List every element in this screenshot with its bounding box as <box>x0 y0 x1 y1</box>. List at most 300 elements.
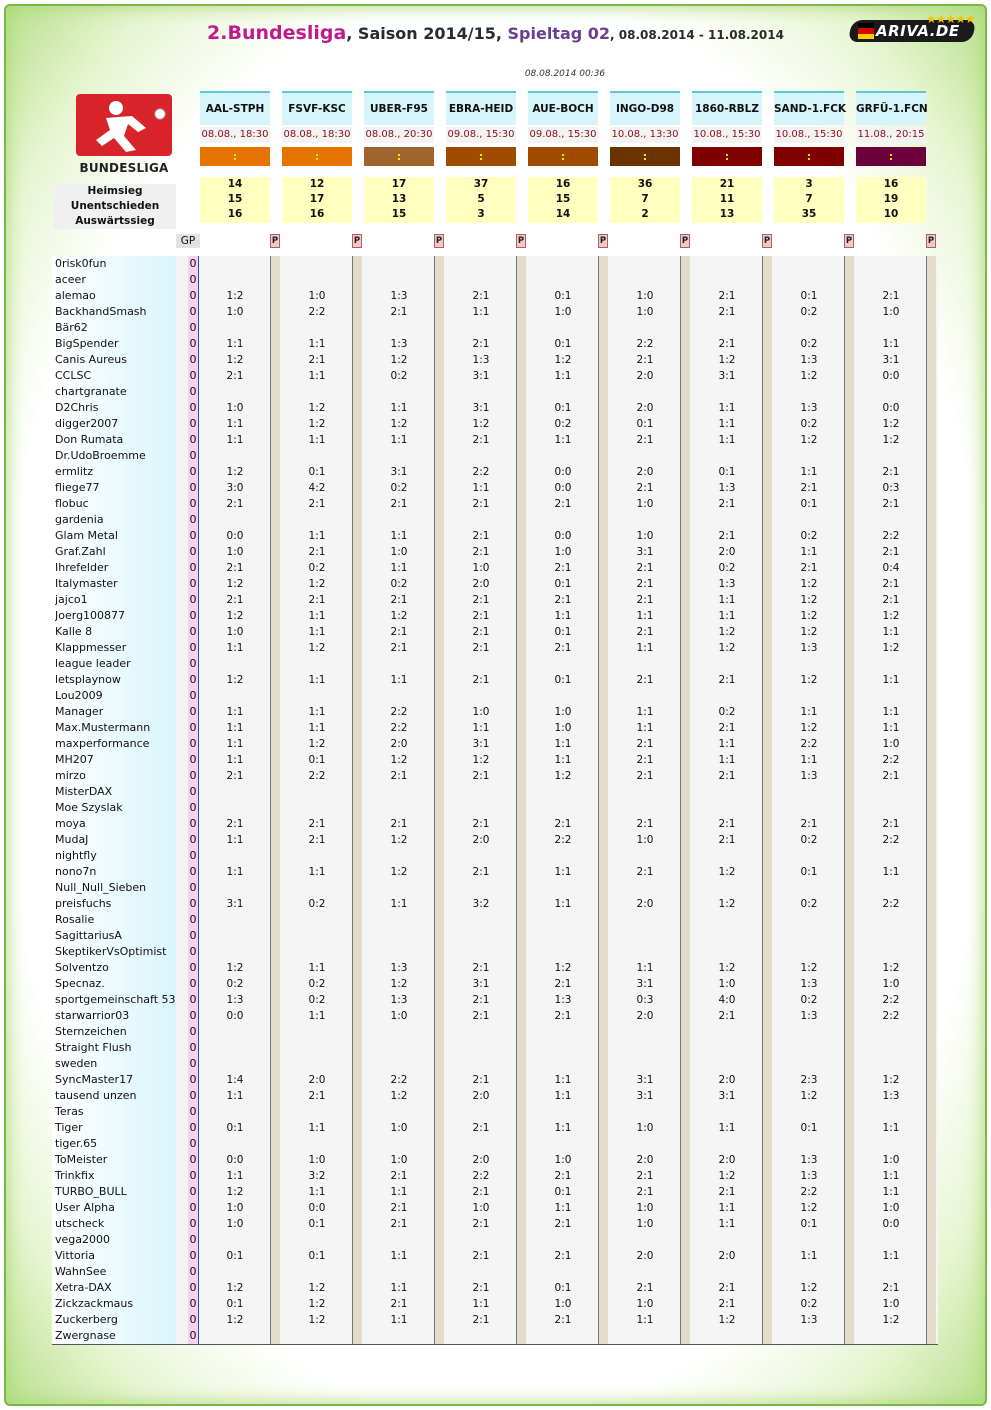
tip-cell <box>282 784 352 800</box>
tip-cell: 1:0 <box>472 562 490 574</box>
tip-cell: 2:1 <box>472 594 490 606</box>
tip-cell: 2:1 <box>472 1282 490 1294</box>
tip-cell: 1:0 <box>636 1122 654 1134</box>
player-name[interactable]: jajco1 <box>55 593 88 606</box>
tip-cell: 0:0 <box>554 530 572 542</box>
player-gp: 0 <box>189 785 197 798</box>
player-name[interactable]: Zickzackmaus <box>55 1297 134 1310</box>
tip-cell <box>692 912 762 928</box>
tip-cell <box>364 272 434 288</box>
tip-cell <box>692 1056 762 1072</box>
tip-cell <box>528 880 598 896</box>
tip-cell <box>856 1232 926 1248</box>
player-gp: 0 <box>189 1313 197 1326</box>
tip-cell: 1:2 <box>472 418 490 430</box>
tip-cell: 0:2 <box>390 578 408 590</box>
tip-cell: 3:1 <box>472 402 490 414</box>
match-teams[interactable]: AUE-BOCH <box>528 91 598 125</box>
player-gp: 0 <box>189 1041 197 1054</box>
points-column <box>762 256 772 1344</box>
tip-cell: 2:1 <box>390 498 408 510</box>
match-score: : <box>364 147 434 166</box>
player-name[interactable]: alemao <box>55 289 96 302</box>
player-name[interactable]: Italymaster <box>55 577 118 590</box>
tip-cell: 2:1 <box>554 818 572 830</box>
tip-cell: 1:1 <box>226 434 244 446</box>
player-name[interactable]: Lou2009 <box>55 689 103 702</box>
player-name[interactable]: flobuc <box>55 497 89 510</box>
tip-cell <box>364 800 434 816</box>
match-score: : <box>692 147 762 166</box>
tip-cell: 2:1 <box>390 1202 408 1214</box>
player-name[interactable]: SyncMaster17 <box>55 1073 134 1086</box>
tip-cell: 2:1 <box>718 1010 736 1022</box>
player-name[interactable]: league leader <box>55 657 131 670</box>
match-teams[interactable]: 1860-RBLZ <box>692 91 762 125</box>
player-name[interactable]: aceer <box>55 273 86 286</box>
draw-count: 7 <box>805 193 813 205</box>
points-column <box>680 256 690 1344</box>
player-name[interactable]: BackhandSmash <box>55 305 147 318</box>
points-column <box>516 256 526 1344</box>
player-name[interactable]: Specnaz. <box>55 977 105 990</box>
points-header: P <box>763 236 771 246</box>
tip-cell: 1:1 <box>718 738 736 750</box>
player-gp: 0 <box>189 929 197 942</box>
player-name[interactable]: Manager <box>55 705 104 718</box>
tip-cell <box>610 1232 680 1248</box>
player-name[interactable]: D2Chris <box>55 401 99 414</box>
tip-cell <box>200 320 270 336</box>
tip-cell <box>282 656 352 672</box>
player-gp: 0 <box>189 801 197 814</box>
tip-cell: 1:2 <box>308 1298 326 1310</box>
player-gp: 0 <box>189 497 197 510</box>
tip-cell: 1:2 <box>390 866 408 878</box>
tip-cell: 1:2 <box>226 354 244 366</box>
tip-cell: 2:0 <box>636 1154 654 1166</box>
tip-cell: 3:1 <box>636 546 654 558</box>
tip-cell <box>528 688 598 704</box>
match-teams[interactable]: GRFÜ-1.FCN <box>856 91 926 125</box>
tip-cell: 1:3 <box>390 338 408 350</box>
tip-cell <box>446 1024 516 1040</box>
tip-cell <box>610 448 680 464</box>
match-teams[interactable]: UBER-F95 <box>364 91 434 125</box>
tip-cell: 2:2 <box>390 722 408 734</box>
player-gp: 0 <box>189 641 197 654</box>
tip-cell <box>282 272 352 288</box>
tip-cell <box>364 1264 434 1280</box>
player-name[interactable]: SkeptikerVsOptimist <box>55 945 167 958</box>
tip-cell: 3:1 <box>472 370 490 382</box>
tip-cell <box>200 1136 270 1152</box>
tip-cell: 1:0 <box>554 722 572 734</box>
tip-cell <box>692 1136 762 1152</box>
tip-cell: 1:2 <box>308 738 326 750</box>
tip-cell <box>528 1056 598 1072</box>
tip-cell: 1:2 <box>308 402 326 414</box>
tip-cell <box>610 1024 680 1040</box>
match-tip-stats <box>364 177 434 223</box>
tip-cell: 2:0 <box>718 546 736 558</box>
player-name[interactable]: MH207 <box>55 753 94 766</box>
tip-cell: 1:2 <box>882 1314 900 1326</box>
tip-cell: 2:1 <box>554 594 572 606</box>
player-name[interactable]: fliege77 <box>55 481 100 494</box>
match-kickoff: 09.08., 15:30 <box>528 127 598 143</box>
points-header: P <box>271 236 279 246</box>
match-score: : <box>856 147 926 166</box>
player-name[interactable]: Solventzo <box>55 961 109 974</box>
player-gp: 0 <box>189 513 197 526</box>
tip-cell: 2:0 <box>718 1250 736 1262</box>
player-name[interactable]: Canis Aureus <box>55 353 127 366</box>
away-win-count: 16 <box>309 208 325 220</box>
tip-cell: 2:0 <box>636 466 654 478</box>
tip-cell: 1:1 <box>390 1186 408 1198</box>
player-gp: 0 <box>189 257 197 270</box>
tip-cell: 2:1 <box>390 770 408 782</box>
tip-cell <box>528 320 598 336</box>
tip-cell <box>856 912 926 928</box>
tip-cell: 1:0 <box>554 306 572 318</box>
tip-cell <box>282 1136 352 1152</box>
player-name[interactable]: ermlitz <box>55 465 94 478</box>
player-name[interactable]: nightfly <box>55 849 97 862</box>
tip-cell: 1:0 <box>226 1202 244 1214</box>
player-name[interactable]: 0risk0fun <box>55 257 107 270</box>
tip-cell <box>774 384 844 400</box>
tip-cell: 2:1 <box>472 338 490 350</box>
player-name[interactable]: starwarrior03 <box>55 1009 130 1022</box>
player-gp: 0 <box>189 1073 197 1086</box>
tip-cell: 1:2 <box>882 642 900 654</box>
match-tip-stats <box>446 177 516 223</box>
ariva-logo[interactable] <box>850 14 974 42</box>
tip-cell: 2:1 <box>308 1090 326 1102</box>
player-name[interactable]: Glam Metal <box>55 529 118 542</box>
points-column <box>434 256 444 1344</box>
player-name[interactable]: nono7n <box>55 865 97 878</box>
tip-cell: 1:0 <box>882 1298 900 1310</box>
tip-cell <box>528 912 598 928</box>
player-name[interactable]: Xetra-DAX <box>55 1281 112 1294</box>
tip-cell: 2:1 <box>718 1282 736 1294</box>
player-name[interactable]: Sternzeichen <box>55 1025 127 1038</box>
player-name[interactable]: chartgranate <box>55 385 127 398</box>
logo-word-liga: LIGA <box>136 161 169 175</box>
tip-cell: 2:2 <box>390 1074 408 1086</box>
tip-cell: 0:2 <box>800 418 818 430</box>
player-name[interactable]: Klappmesser <box>55 641 127 654</box>
tip-cell <box>446 656 516 672</box>
tip-cell <box>774 1136 844 1152</box>
player-name[interactable]: Moe Szyslak <box>55 801 123 814</box>
tip-cell: 1:3 <box>718 482 736 494</box>
tip-cell: 2:1 <box>882 498 900 510</box>
player-name[interactable]: utscheck <box>55 1217 105 1230</box>
player-name[interactable]: Rosalie <box>55 913 95 926</box>
player-name[interactable]: sweden <box>55 1057 98 1070</box>
player-name[interactable]: Graf.Zahl <box>55 545 106 558</box>
tip-cell <box>692 1040 762 1056</box>
tip-cell: 2:1 <box>472 530 490 542</box>
tip-cell: 1:2 <box>226 610 244 622</box>
tip-cell <box>446 256 516 272</box>
player-name[interactable]: gardenia <box>55 513 104 526</box>
match-score: : <box>446 147 516 166</box>
tip-cell: 2:1 <box>472 994 490 1006</box>
tip-cell: 1:2 <box>718 626 736 638</box>
player-name[interactable]: ToMeister <box>55 1153 108 1166</box>
tip-cell <box>692 1264 762 1280</box>
page-title <box>0 22 991 44</box>
tip-cell <box>446 928 516 944</box>
tip-cell <box>364 656 434 672</box>
tip-cell <box>364 912 434 928</box>
match-score: : <box>774 147 844 166</box>
tip-cell: 2:1 <box>636 578 654 590</box>
tip-cell <box>856 384 926 400</box>
tip-cell: 1:1 <box>718 754 736 766</box>
tip-cell <box>446 1264 516 1280</box>
tip-cell: 1:2 <box>390 610 408 622</box>
tip-cell <box>856 256 926 272</box>
player-name[interactable]: Straight Flush <box>55 1041 132 1054</box>
tip-cell: 2:1 <box>472 962 490 974</box>
tip-cell <box>692 656 762 672</box>
tip-cell: 2:1 <box>636 626 654 638</box>
tip-cell: 1:1 <box>472 1298 490 1310</box>
tip-cell: 1:1 <box>226 642 244 654</box>
draw-count: 5 <box>477 193 485 205</box>
tip-cell <box>774 928 844 944</box>
player-name[interactable]: Joerg100877 <box>55 609 126 622</box>
tip-cell <box>774 448 844 464</box>
tip-cell: 1:3 <box>390 994 408 1006</box>
tip-cell: 1:2 <box>308 418 326 430</box>
tip-cell: 0:1 <box>800 1122 818 1134</box>
tip-cell <box>528 944 598 960</box>
player-name[interactable]: digger2007 <box>55 417 119 430</box>
tip-cell: 2:1 <box>226 498 244 510</box>
tip-cell: 2:0 <box>308 1074 326 1086</box>
tip-cell <box>364 512 434 528</box>
player-name[interactable]: MisterDAX <box>55 785 113 798</box>
tip-cell: 1:2 <box>472 754 490 766</box>
player-name[interactable]: User Alpha <box>55 1201 115 1214</box>
tip-cell: 1:1 <box>390 402 408 414</box>
player-name[interactable]: SagittariusA <box>55 929 122 942</box>
tip-cell <box>856 1104 926 1120</box>
player-name[interactable]: Teras <box>55 1105 84 1118</box>
player-name[interactable]: Trinkfix <box>55 1169 95 1182</box>
player-gp: 0 <box>189 385 197 398</box>
tip-cell <box>692 256 762 272</box>
player-name[interactable]: WahnSee <box>55 1265 107 1278</box>
player-name[interactable]: Zwergnase <box>55 1329 116 1342</box>
player-name[interactable]: Vittoria <box>55 1249 96 1262</box>
player-name[interactable]: Zuckerberg <box>55 1313 118 1326</box>
draw-count: 7 <box>641 193 649 205</box>
player-name[interactable]: Dr.UdoBroemme <box>55 449 146 462</box>
player-name[interactable]: tausend unzen <box>55 1089 137 1102</box>
player-name[interactable]: MudaJ <box>55 833 89 846</box>
tip-cell: 1:1 <box>472 482 490 494</box>
player-gp: 0 <box>189 1297 197 1310</box>
tip-cell: 2:1 <box>718 530 736 542</box>
tip-cell: 1:0 <box>882 738 900 750</box>
player-name[interactable]: moya <box>55 817 86 830</box>
tip-cell <box>528 1024 598 1040</box>
tip-cell: 1:1 <box>882 722 900 734</box>
tip-cell <box>774 1232 844 1248</box>
player-name[interactable]: TURBO_BULL <box>55 1185 127 1198</box>
tip-cell: 0:2 <box>718 562 736 574</box>
tip-cell <box>282 912 352 928</box>
match-teams[interactable]: FSVF-KSC <box>282 91 352 125</box>
tip-cell: 2:1 <box>472 290 490 302</box>
tip-cell: 0:1 <box>554 674 572 686</box>
match-kickoff: 08.08., 18:30 <box>200 127 270 143</box>
tip-cell <box>856 784 926 800</box>
tip-cell <box>692 1232 762 1248</box>
tip-cell <box>774 944 844 960</box>
away-win-count: 2 <box>641 208 649 220</box>
tip-cell <box>610 1040 680 1056</box>
player-name[interactable]: CCLSC <box>55 369 92 382</box>
tip-cell <box>610 912 680 928</box>
match-score: : <box>528 147 598 166</box>
tip-cell: 2:1 <box>308 498 326 510</box>
tip-cell: 2:2 <box>882 530 900 542</box>
match-teams[interactable]: SAND-1.FCK <box>774 91 844 125</box>
player-name[interactable]: Don Rumata <box>55 433 124 446</box>
tip-cell: 2:0 <box>472 834 490 846</box>
player-name[interactable]: letsplaynow <box>55 673 121 686</box>
tip-cell <box>446 1056 516 1072</box>
tip-cell: 2:1 <box>800 818 818 830</box>
player-gp: 0 <box>189 897 197 910</box>
tip-cell: 2:1 <box>390 1298 408 1310</box>
tip-cell: 2:1 <box>554 642 572 654</box>
tip-cell: 1:0 <box>636 1202 654 1214</box>
tip-cell: 0:0 <box>226 1154 244 1166</box>
tip-cell: 2:2 <box>882 1010 900 1022</box>
player-gp: 0 <box>189 529 197 542</box>
points-header: P <box>599 236 607 246</box>
tip-cell <box>528 448 598 464</box>
draw-count: 11 <box>719 193 735 205</box>
tip-cell: 1:2 <box>390 1090 408 1102</box>
tip-cell: 0:2 <box>226 978 244 990</box>
player-name[interactable]: Ihrefelder <box>55 561 109 574</box>
match-teams[interactable]: AAL-STPH <box>200 91 270 125</box>
player-gp: 0 <box>189 305 197 318</box>
player-name[interactable]: BigSpender <box>55 337 119 350</box>
tip-cell: 1:2 <box>718 962 736 974</box>
player-silhouette-icon <box>76 94 172 156</box>
tip-cell: 1:2 <box>554 354 572 366</box>
tip-cell: 2:1 <box>718 834 736 846</box>
tip-cell: 2:1 <box>718 338 736 350</box>
tip-cell: 1:1 <box>308 706 326 718</box>
tip-cell: 1:2 <box>226 962 244 974</box>
tip-cell: 2:1 <box>636 738 654 750</box>
player-name[interactable]: Kalle 8 <box>55 625 93 638</box>
tip-cell: 1:2 <box>390 834 408 846</box>
tip-cell: 1:1 <box>308 722 326 734</box>
tip-cell: 1:2 <box>226 1314 244 1326</box>
player-name[interactable]: vega2000 <box>55 1233 110 1246</box>
tip-cell: 1:1 <box>226 722 244 734</box>
player-name[interactable]: maxperformance <box>55 737 150 750</box>
player-name[interactable]: preisfuchs <box>55 897 112 910</box>
tip-cell <box>364 256 434 272</box>
tip-cell: 1:2 <box>800 370 818 382</box>
player-name[interactable]: Max.Mustermann <box>55 721 151 734</box>
player-name[interactable]: sportgemeinschaft 53 <box>55 993 176 1006</box>
match-teams[interactable]: EBRA-HEID <box>446 91 516 125</box>
tip-cell: 2:0 <box>636 370 654 382</box>
tip-cell: 2:1 <box>472 626 490 638</box>
tip-cell: 2:1 <box>636 754 654 766</box>
tip-cell: 2:1 <box>636 770 654 782</box>
tip-cell: 1:1 <box>718 418 736 430</box>
tip-cell <box>200 928 270 944</box>
tip-cell: 2:1 <box>718 498 736 510</box>
tip-cell <box>610 384 680 400</box>
tip-cell <box>856 1328 926 1344</box>
match-kickoff: 10.08., 15:30 <box>774 127 844 143</box>
tip-cell: 2:1 <box>718 306 736 318</box>
tip-cell: 1:2 <box>718 1170 736 1182</box>
tip-cell: 2:1 <box>636 866 654 878</box>
player-name[interactable]: Null_Null_Sieben <box>55 881 147 894</box>
tip-cell <box>692 944 762 960</box>
player-gp: 0 <box>189 609 197 622</box>
match-teams[interactable]: INGO-D98 <box>610 91 680 125</box>
player-name[interactable]: Bär62 <box>55 321 88 334</box>
player-name[interactable]: mirzo <box>55 769 86 782</box>
tip-cell: 1:1 <box>390 898 408 910</box>
away-win-count: 10 <box>883 208 899 220</box>
tip-cell: 2:2 <box>882 898 900 910</box>
tip-cell <box>856 272 926 288</box>
tip-cell: 1:2 <box>390 978 408 990</box>
player-name[interactable]: Tiger <box>55 1121 83 1134</box>
home-win-count: 16 <box>883 178 899 190</box>
tip-cell <box>200 1232 270 1248</box>
tip-cell <box>200 512 270 528</box>
tip-cell: 2:1 <box>390 594 408 606</box>
player-gp: 0 <box>189 337 197 350</box>
tip-cell: 2:1 <box>226 770 244 782</box>
tip-cell <box>692 848 762 864</box>
points-header: P <box>681 236 689 246</box>
tip-cell <box>610 1136 680 1152</box>
tip-cell: 1:3 <box>390 962 408 974</box>
tip-cell <box>282 1264 352 1280</box>
tip-cell: 1:2 <box>882 962 900 974</box>
tip-cell: 2:1 <box>472 1218 490 1230</box>
tip-cell: 2:2 <box>472 1170 490 1182</box>
tip-cell: 3:1 <box>472 738 490 750</box>
tip-cell <box>856 928 926 944</box>
player-name[interactable]: tiger.65 <box>55 1137 98 1150</box>
tip-cell: 1:1 <box>718 1202 736 1214</box>
